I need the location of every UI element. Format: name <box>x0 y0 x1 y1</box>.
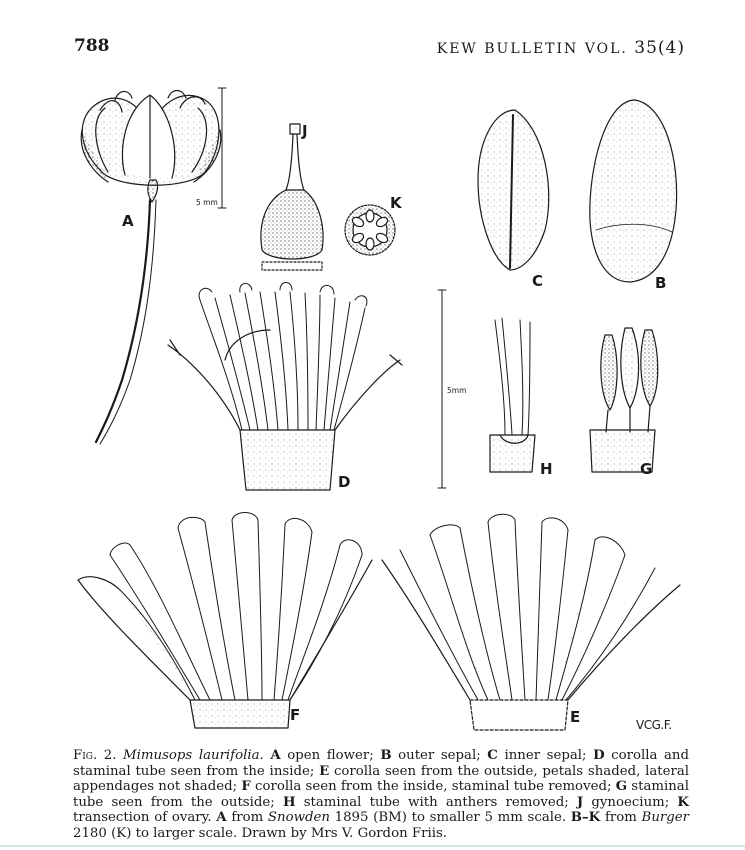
drawing-b-outer-sepal <box>590 100 677 282</box>
label-c: C <box>532 272 544 290</box>
scale-label-large: 5mm <box>447 386 467 395</box>
scale-label-small: 5 mm <box>196 198 218 207</box>
label-a: A <box>122 212 134 230</box>
page-number: 788 <box>74 36 110 56</box>
label-h: H <box>540 460 553 478</box>
label-k: K <box>390 194 402 212</box>
drawing-k-ovary-section <box>345 205 395 255</box>
drawing-d-corolla-inside <box>168 283 402 491</box>
label-f: F <box>290 706 301 724</box>
drawing-h-staminal-tube <box>490 318 535 472</box>
artist-signature: VCG.F. <box>636 718 672 732</box>
caption-species: Mimusops laurifolia. <box>123 748 264 763</box>
label-d: D <box>338 473 351 491</box>
volume-number: 35(4) <box>634 38 685 58</box>
label-j: J <box>302 122 308 140</box>
label-e: E <box>570 708 581 726</box>
drawing-g-staminal-outside <box>590 328 658 472</box>
drawing-e-corolla <box>382 514 680 730</box>
drawing-j-gynoecium <box>261 124 323 270</box>
drawing-c-inner-sepal <box>478 110 549 270</box>
label-b: B <box>655 274 667 292</box>
drawing-f-corolla <box>78 513 372 729</box>
bottom-rule <box>0 845 745 847</box>
label-g: G <box>640 460 653 478</box>
figure-caption <box>73 748 689 842</box>
drawing-a-open-flower <box>81 88 226 444</box>
journal-title: KEW BULLETIN VOL. <box>436 41 628 57</box>
large-scale-bar <box>438 290 446 488</box>
caption-parts: A open flower; B outer sepal; C inner sepal; D corolla and staminal tube seen from the inside; E corolla seen from the outside, petals shaded, lateral appendages not shaded; F corolla seen from the inside, staminal tube removed; G staminal tube seen from the outside; H staminal tube with anthers removed; J gynoecium; K transection of ovary. A from Snowden 1895 (BM) to smaller 5 mm scale. B–K from Burger 2180 (K) to larger scale. Drawn by Mrs V. Gordon Friis. <box>73 748 689 841</box>
caption-fig-label: Fig. 2. <box>73 748 117 763</box>
